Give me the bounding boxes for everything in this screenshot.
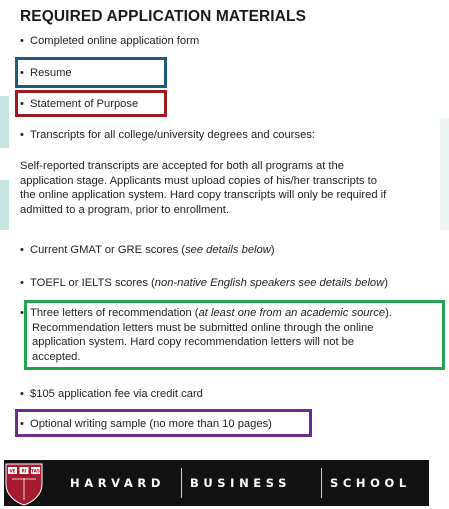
bullet: • [20,277,24,289]
left-edge-artifact [0,96,9,148]
item-text: $105 application fee via credit card [30,388,203,400]
item-text: ) [270,244,275,256]
footer-separator [321,468,322,498]
letters-highlight-box [24,300,445,370]
item-text: ) [384,277,388,289]
item-text: Statement of Purpose [30,98,139,110]
letters-line: Recommendation letters must be submitted online through the online [32,321,374,334]
bullet: • [20,244,24,256]
note-line: Self-reported transcripts are accepted for both all programs at the [20,160,344,172]
item-text: Three letters of recommendation ( [30,307,199,319]
bullet: • [20,98,24,110]
footer-word-school: SCHOOL [330,476,411,490]
bullet: • [20,129,24,141]
list-item-transcripts [20,128,315,142]
bullet: • [20,418,24,430]
list-item-online-form [20,34,199,48]
harvard-shield-icon [4,462,44,506]
item-italic: see details below [185,244,271,256]
letters-line: application system. Hard copy recommendation letters will not be [32,336,355,348]
bullet: • [20,388,24,400]
list-item-toefl [20,276,388,290]
list-item-gmat [20,243,275,257]
left-edge-artifact [0,180,9,230]
bullet: • [20,307,24,319]
letters-line: accepted. [32,350,81,363]
item-text: Optional writing sample (no more than 10 pages) [30,418,272,430]
resume-highlight-box [15,57,167,88]
item-italic: non-native English speakers see details below [154,277,385,289]
item-text: ). [385,307,392,319]
item-text: Resume [30,67,72,79]
statement-highlight-box [15,90,167,117]
list-item-fee [20,387,203,401]
item-text: Completed online application form [30,35,200,47]
item-italic: at least one from an academic source [198,307,386,319]
bullet: • [20,67,24,79]
writing-sample-highlight-box [15,409,312,437]
shield-motto: VE [9,468,16,474]
footer-word-harvard: HARVARD [70,476,166,490]
shield-motto: TAS [31,468,40,474]
bullet: • [20,35,24,47]
item-text: Transcripts for all college/university degrees and courses: [30,129,315,141]
footer-separator [181,468,182,498]
shield-motto: RI [21,468,27,474]
footer-word-business: BUSINESS [190,476,291,490]
transcript-note [20,159,444,217]
note-line: the online application system. Hard copy transcripts will only be required if [20,189,387,201]
note-line: admitted to a program, prior to enrollment. [20,203,229,216]
item-text: Current GMAT or GRE scores ( [30,244,185,256]
note-line: application stage. Applicants must upload copies of his/her transcripts to [20,174,377,187]
page-title: REQUIRED APPLICATION MATERIALS [20,8,307,25]
item-text: TOEFL or IELTS scores ( [30,277,155,289]
